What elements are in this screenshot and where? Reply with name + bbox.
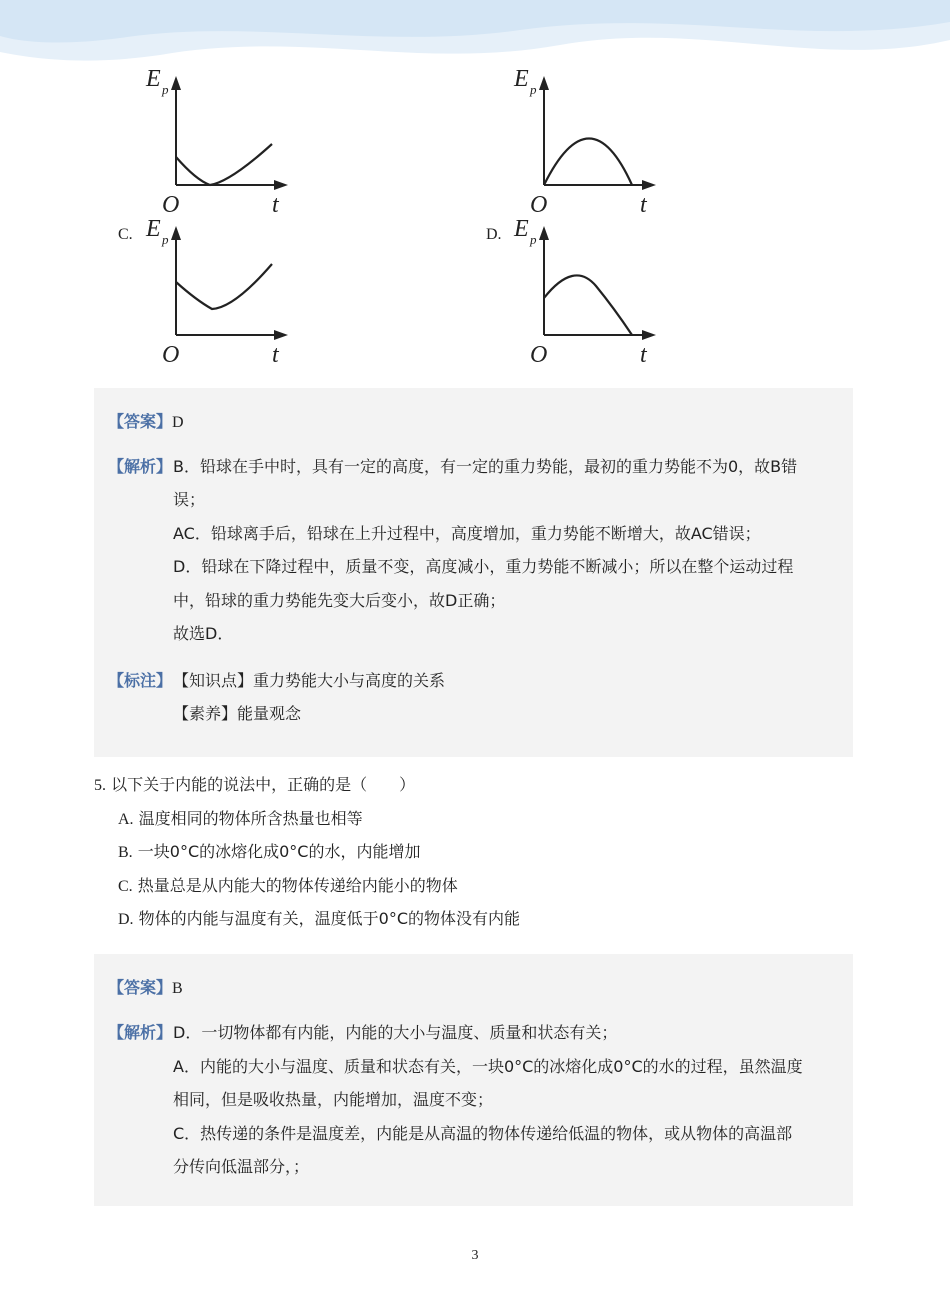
q5-option-d[interactable] (118, 909, 520, 930)
option-letter: B. (118, 844, 133, 861)
analysis-line: 分传向低温部分，； (173, 1157, 310, 1176)
option-letter: A. (118, 811, 134, 828)
option-letter: C. (118, 878, 133, 895)
note-line: 【素养】能量观念 (173, 704, 302, 723)
analysis-line: A．内能的大小与温度、质量和状态有关，一块0°C的冰熔化成0°C的水的过程，虽然温度 (173, 1057, 803, 1076)
origin-label: O (530, 342, 548, 368)
option-text: 物体的内能与温度有关，温度低于0°C的物体没有内能 (138, 909, 521, 928)
axis-y-label: E (146, 66, 161, 92)
question-number: 5. (94, 777, 106, 794)
analysis-line: 故选D． (173, 624, 234, 643)
graph-option-d (478, 212, 678, 367)
analysis-line: 误； (173, 490, 206, 509)
option-text: 一块0°C的冰熔化成0°C的水，内能增加 (137, 842, 421, 861)
origin-label: O (162, 192, 180, 218)
analysis-line: 中，铅球的重力势能先变大后变小，故D正确； (173, 591, 506, 610)
analysis-line: D．一切物体都有内能，内能的大小与温度、质量和状态有关； (173, 1023, 618, 1042)
graph-option-a (110, 62, 310, 217)
header-wave-decoration (0, 0, 950, 70)
analysis-line: B．铅球在手中时，具有一定的高度，有一定的重力势能，最初的重力势能不为0，故B错 (173, 457, 798, 476)
q5-option-a[interactable] (118, 809, 363, 830)
analysis-tag: 【解析】 (108, 1023, 173, 1042)
option-text: 温度相同的物体所含热量也相等 (138, 809, 363, 828)
analysis-line: D．铅球在下降过程中，质量不变，高度减小，重力势能不断减小；所以在整个运动过程 (173, 557, 794, 576)
analysis-line: AC．铅球离手后，铅球在上升过程中，高度增加，重力势能不断增大，故AC错误； (173, 524, 761, 543)
axis-x-label: t (640, 192, 647, 218)
q4-answer-row (108, 412, 184, 433)
axis-x-label: t (272, 192, 279, 218)
q5-option-b[interactable] (118, 842, 420, 863)
origin-label: O (530, 192, 548, 218)
origin-label: O (162, 342, 180, 368)
graph-d-svg (478, 212, 678, 367)
option-label: C. (118, 226, 133, 243)
graph-c-svg (110, 212, 310, 367)
axis-y-label: E (146, 216, 161, 242)
note-line: 【知识点】重力势能大小与高度的关系 (173, 671, 446, 690)
analysis-line: 相同，但是吸收热量，内能增加，温度不变； (173, 1090, 494, 1109)
answer-value: B (172, 980, 183, 997)
graph-option-c (110, 212, 310, 367)
answer-tag: 【答案】 (108, 412, 173, 431)
option-letter: D. (118, 911, 134, 928)
analysis-line: C．热传递的条件是温度差，内能是从高温的物体传递给低温的物体，或从物体的高温部 (173, 1124, 793, 1143)
axis-y-subscript: p (530, 82, 537, 97)
answer-value: D (172, 414, 184, 431)
axis-x-label: t (272, 342, 279, 368)
axis-y-subscript: p (530, 232, 537, 247)
answer-tag: 【答案】 (108, 978, 173, 997)
option-text: 热量总是从内能大的物体传递给内能小的物体 (137, 876, 458, 895)
question-text: 以下关于内能的说法中，正确的是（ ） (111, 775, 416, 794)
q5-stem (94, 775, 415, 796)
axis-y-subscript: p (162, 82, 169, 97)
q5-option-c[interactable] (118, 876, 458, 897)
axis-x-label: t (640, 342, 647, 368)
axis-y-subscript: p (162, 232, 169, 247)
graph-b-svg (478, 62, 678, 217)
axis-y-label: E (514, 216, 529, 242)
axis-y-label: E (514, 66, 529, 92)
page-number: 3 (471, 1248, 479, 1263)
graph-option-b (478, 62, 678, 217)
q4-answer-box (94, 388, 853, 757)
q5-answer-box (94, 954, 853, 1206)
graph-a-svg (110, 62, 310, 217)
option-label: D. (486, 226, 502, 243)
analysis-tag: 【解析】 (108, 457, 173, 476)
q5-answer-row (108, 978, 183, 999)
note-tag: 【标注】 (108, 671, 173, 690)
